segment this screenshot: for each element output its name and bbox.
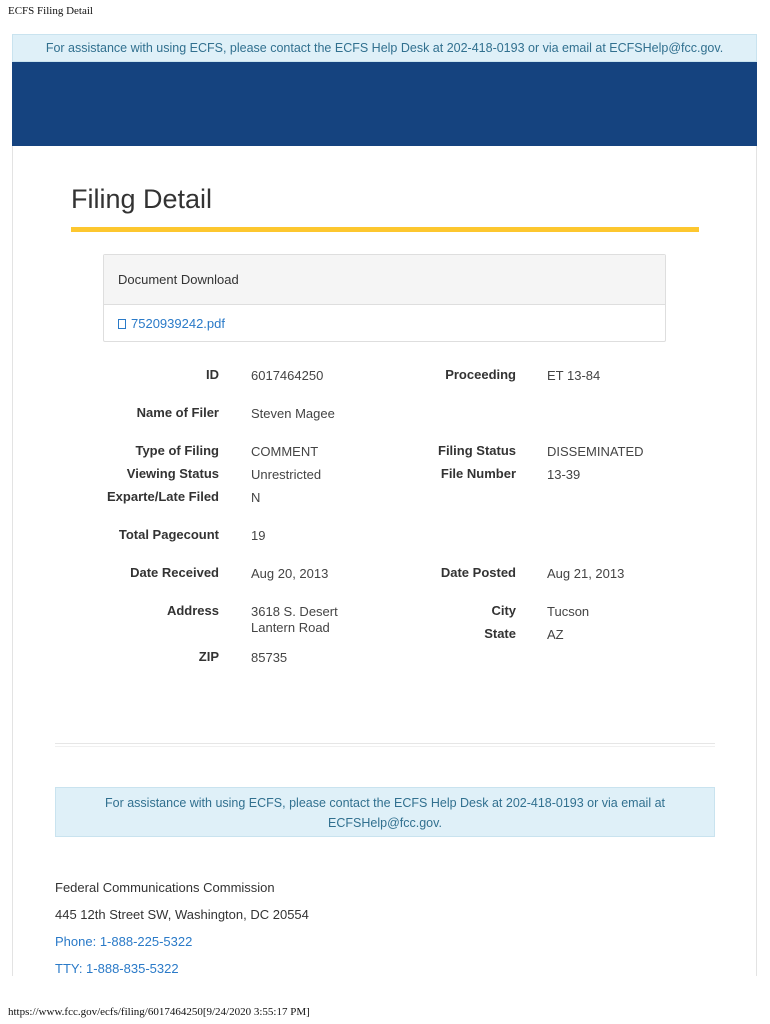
date-received-value: Aug 20, 2013 <box>251 566 329 581</box>
proceeding-value: ET 13-84 <box>547 368 601 383</box>
date-posted-label: Date Posted <box>440 565 516 580</box>
document-download-link[interactable] <box>118 316 225 331</box>
id-label: ID <box>206 367 219 382</box>
footer-address: 445 12th Street SW, Washington, DC 20554 <box>55 907 309 922</box>
date-received-label: Date Received <box>130 565 219 580</box>
date-posted-value: Aug 21, 2013 <box>547 566 625 581</box>
pagecount-label: Total Pagecount <box>118 527 219 542</box>
site-header-band <box>12 62 757 146</box>
type-of-filing-value: COMMENT <box>251 444 319 459</box>
state-value: AZ <box>547 627 564 642</box>
exparte-label: Exparte/Late Filed <box>107 489 219 504</box>
page-title: Filing Detail <box>71 184 213 214</box>
id-value: 6017464250 <box>251 368 324 383</box>
exparte-value: N <box>251 490 261 505</box>
footer-phone-link[interactable]: Phone: 1-888-225-5322 <box>55 934 193 949</box>
print-header: ECFS Filing Detail <box>8 5 93 17</box>
filing-status-value: DISSEMINATED <box>547 444 644 459</box>
file-icon <box>118 319 126 329</box>
address-line-2: Lantern Road <box>251 620 330 635</box>
address-label: Address <box>166 603 219 618</box>
proceeding-label: Proceeding <box>445 367 516 382</box>
footer-org-name: Federal Communications Commission <box>55 880 275 895</box>
section-divider <box>55 743 715 747</box>
viewing-status-label: Viewing Status <box>126 466 219 481</box>
filer-value: Steven Magee <box>251 406 335 421</box>
viewing-status-value: Unrestricted <box>251 467 322 482</box>
title-underline <box>71 227 699 232</box>
zip-value: 85735 <box>251 650 288 665</box>
help-desk-banner-bottom <box>55 787 715 837</box>
footer-tty-link[interactable]: TTY: 1-888-835-5322 <box>55 961 179 976</box>
document-file-name: 7520939242.pdf <box>131 316 225 331</box>
pagecount-value: 19 <box>251 528 266 543</box>
help-desk-banner: For assistance with using ECFS, please contact the ECFS Help Desk at 202-418-0193 or via email at ECFSHelp@fcc.gov. <box>12 34 757 62</box>
file-number-value: 13-39 <box>547 467 581 482</box>
help-desk-text-line-1: For assistance with using ECFS, please contact the ECFS Help Desk at 202-418-0193 or via email at <box>105 796 665 810</box>
filer-label: Name of Filer <box>136 405 219 420</box>
print-footer-url: https://www.fcc.gov/ecfs/filing/6017464250[9/24/2020 3:55:17 PM] <box>8 1006 310 1018</box>
document-download-panel <box>103 254 666 342</box>
type-of-filing-label: Type of Filing <box>135 443 219 458</box>
file-number-label: File Number <box>440 466 516 481</box>
document-download-body <box>104 305 665 342</box>
zip-label: ZIP <box>198 649 219 664</box>
help-desk-text-line-2: ECFSHelp@fcc.gov. <box>328 816 442 830</box>
state-label: State <box>484 626 516 641</box>
city-label: City <box>491 603 516 618</box>
address-line-1: 3618 S. Desert <box>251 604 338 619</box>
filing-status-label: Filing Status <box>438 443 516 458</box>
document-download-heading: Document Download <box>104 255 665 305</box>
city-value: Tucson <box>547 604 590 619</box>
